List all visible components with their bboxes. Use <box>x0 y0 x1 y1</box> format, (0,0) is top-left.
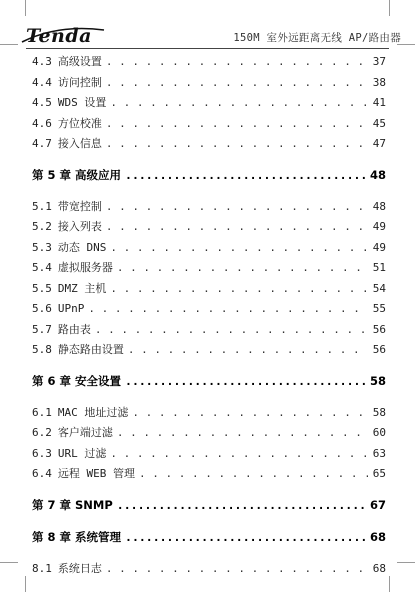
toc-entry-title: 访问控制 <box>57 75 102 89</box>
toc-leader-dots <box>106 559 368 580</box>
toc-entry-row[interactable] <box>32 423 386 444</box>
toc-page-number: 63 <box>372 446 386 460</box>
toc-entry-row[interactable] <box>32 52 386 73</box>
toc-leader-dots <box>139 464 368 485</box>
toc-page-number: 41 <box>372 96 386 109</box>
toc-entry-number: 4.5 <box>32 96 52 109</box>
toc-page-number: 54 <box>372 281 386 295</box>
toc-entry-title: 方位校准 <box>57 116 102 130</box>
toc-leader-dots <box>106 114 368 135</box>
toc-leader-dots <box>106 52 368 73</box>
toc-entry-title: DMZ 主机 <box>57 281 107 295</box>
toc-chapter-row[interactable] <box>32 371 386 391</box>
toc-entry-title: 客户端过滤 <box>57 426 113 439</box>
toc-page-number: 45 <box>372 116 386 130</box>
toc-entry-title: 静态路由设置 <box>57 343 124 356</box>
toc-page-number: 58 <box>372 405 386 419</box>
toc-page-number: 67 <box>369 497 386 512</box>
toc-entry-row[interactable] <box>32 114 386 135</box>
crop-mark-bottom-right-h <box>397 562 415 563</box>
toc-chapter-title: 第 6 章 安全设置 <box>32 373 122 388</box>
toc-entry-number: 5.3 <box>32 240 52 254</box>
toc-entry-number: 6.3 <box>32 446 52 460</box>
toc-entry-title: 高级设置 <box>57 55 102 68</box>
toc-entry-number: 5.4 <box>32 261 52 274</box>
toc-entry-number: 4.3 <box>32 55 52 68</box>
toc-leader-dots <box>106 73 368 94</box>
crop-mark-top-left-h <box>0 44 18 45</box>
crop-mark-bottom-right-v <box>389 576 390 592</box>
toc-entry-row[interactable] <box>32 217 386 238</box>
crop-mark-top-right-v <box>389 0 390 16</box>
table-of-contents <box>32 52 386 579</box>
toc-page-number: 38 <box>372 75 386 89</box>
toc-entry-row[interactable] <box>32 238 386 259</box>
toc-entry-row[interactable] <box>32 134 386 155</box>
toc-entry-row[interactable] <box>32 299 386 320</box>
crop-mark-top-left-v <box>25 0 26 16</box>
toc-entry-title: UPnP <box>57 302 85 315</box>
toc-page-number: 65 <box>372 467 386 480</box>
toc-leader-dots <box>95 320 368 341</box>
toc-chapter-title: 第 5 章 高级应用 <box>32 167 122 182</box>
toc-entry-title: 动态 DNS <box>57 240 107 254</box>
toc-leader-dots <box>106 134 368 155</box>
toc-entry-number: 5.2 <box>32 220 52 233</box>
toc-leader-dots <box>132 403 368 424</box>
header-title: 150M 室外远距离无线 AP/路由器 <box>233 32 401 44</box>
toc-leader-dots <box>110 238 368 259</box>
toc-leader-dots <box>117 495 366 515</box>
toc-leader-dots <box>106 197 368 218</box>
toc-entry-title: 带宽控制 <box>57 199 102 213</box>
toc-entry-row[interactable] <box>32 279 386 300</box>
toc-entry-title: 虚拟服务器 <box>57 261 113 274</box>
toc-entry-number: 5.8 <box>32 343 52 356</box>
toc-page-number: 60 <box>372 426 386 439</box>
crop-mark-bottom-left-v <box>25 576 26 592</box>
toc-chapter-title: 第 8 章 系统管理 <box>32 529 122 544</box>
toc-leader-dots <box>128 340 368 361</box>
toc-page-number: 68 <box>369 529 386 544</box>
toc-entry-title: URL 过滤 <box>57 446 107 460</box>
brand-logo: Tenda <box>26 25 92 47</box>
toc-leader-dots <box>125 165 366 185</box>
toc-entry-row[interactable] <box>32 464 386 485</box>
toc-page-number: 58 <box>369 373 386 388</box>
toc-entry-number: 5.1 <box>32 199 52 213</box>
toc-entry-number: 6.2 <box>32 426 52 439</box>
toc-entry-number: 6.1 <box>32 405 52 419</box>
toc-entry-number: 6.4 <box>32 467 52 480</box>
toc-entry-number: 8.1 <box>32 561 52 575</box>
toc-page-number: 37 <box>372 55 386 68</box>
header-divider <box>26 48 389 49</box>
toc-chapter-row[interactable] <box>32 165 386 185</box>
toc-entry-row[interactable] <box>32 444 386 465</box>
toc-entry-row[interactable] <box>32 197 386 218</box>
toc-entry-number: 4.6 <box>32 116 52 130</box>
toc-page-number: 51 <box>372 261 386 274</box>
toc-leader-dots <box>110 444 368 465</box>
toc-leader-dots <box>110 279 368 300</box>
toc-entry-number: 5.5 <box>32 281 52 295</box>
toc-leader-dots <box>117 258 368 279</box>
toc-entry-number: 4.4 <box>32 75 52 89</box>
toc-page-number: 55 <box>372 302 386 315</box>
toc-entry-number: 5.7 <box>32 322 52 336</box>
toc-page-number: 49 <box>372 220 386 233</box>
toc-entry-row[interactable] <box>32 340 386 361</box>
toc-entry-title: 路由表 <box>57 322 91 336</box>
toc-entry-number: 5.6 <box>32 302 52 315</box>
toc-entry-row[interactable] <box>32 403 386 424</box>
toc-entry-title: MAC 地址过滤 <box>57 405 129 419</box>
toc-leader-dots <box>125 527 366 547</box>
toc-chapter-row[interactable] <box>32 527 386 547</box>
toc-leader-dots <box>117 423 368 444</box>
toc-entry-title: 系统日志 <box>57 561 102 575</box>
toc-entry-row[interactable] <box>32 73 386 94</box>
toc-entry-title: WDS 设置 <box>57 96 107 109</box>
toc-entry-title: 接入信息 <box>57 137 102 150</box>
toc-chapter-title: 第 7 章 SNMP <box>32 497 113 512</box>
toc-page-number: 68 <box>372 561 386 575</box>
toc-entry-number: 4.7 <box>32 137 52 150</box>
toc-page-number: 48 <box>372 199 386 213</box>
toc-page-number: 49 <box>372 240 386 254</box>
toc-page-number: 56 <box>372 322 386 336</box>
toc-entry-title: 接入列表 <box>57 220 102 233</box>
toc-entry-title: 远程 WEB 管理 <box>57 467 135 480</box>
toc-entry-row[interactable] <box>32 93 386 114</box>
toc-page-number: 48 <box>369 167 386 182</box>
toc-entry-row[interactable] <box>32 258 386 279</box>
toc-leader-dots <box>110 93 368 114</box>
toc-leader-dots <box>106 217 368 238</box>
toc-entry-row[interactable] <box>32 559 386 580</box>
toc-page-number: 56 <box>372 343 386 356</box>
toc-leader-dots <box>88 299 368 320</box>
crop-mark-bottom-left-h <box>0 562 18 563</box>
toc-entry-row[interactable] <box>32 320 386 341</box>
toc-chapter-row[interactable] <box>32 495 386 515</box>
toc-leader-dots <box>125 371 366 391</box>
toc-page-number: 47 <box>372 137 386 150</box>
